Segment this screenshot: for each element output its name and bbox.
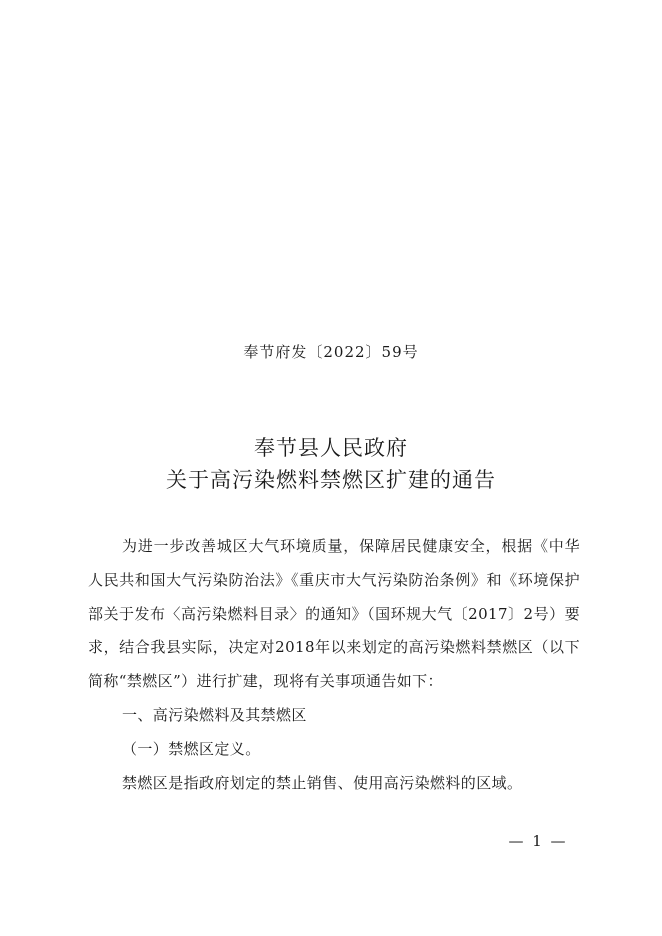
intro-paragraph: 为进一步改善城区大气环境质量，保障居民健康安全，根据《中华人民共和国大气污染防治法》《重庆市大气污染防治条例》和《环境保护部关于发布〈高污染燃料目录〉的通知》（国环规大气〔2017〕2号）要求，结合我县实际，决定对2018年以来划定的高污染燃料禁燃区（以下简称“禁燃区”）进行扩建，现将有关事项通告如下： <box>88 537 580 691</box>
document-body <box>88 530 580 800</box>
document-number: 奉节府发〔2022〕59号 <box>243 343 419 361</box>
definition-paragraph: 禁燃区是指政府划定的禁止销售、使用高污染燃料的区域。 <box>122 773 523 792</box>
subsection-heading: （一）禁燃区定义。 <box>122 739 261 758</box>
document-title-line-1: 奉节县人民政府 <box>254 436 408 460</box>
section-heading: 一、高污染燃料及其禁燃区 <box>122 705 307 724</box>
document-title-line-2: 关于高污染燃料禁燃区扩建的通告 <box>166 468 496 492</box>
page-number: — 1 — <box>508 832 568 850</box>
